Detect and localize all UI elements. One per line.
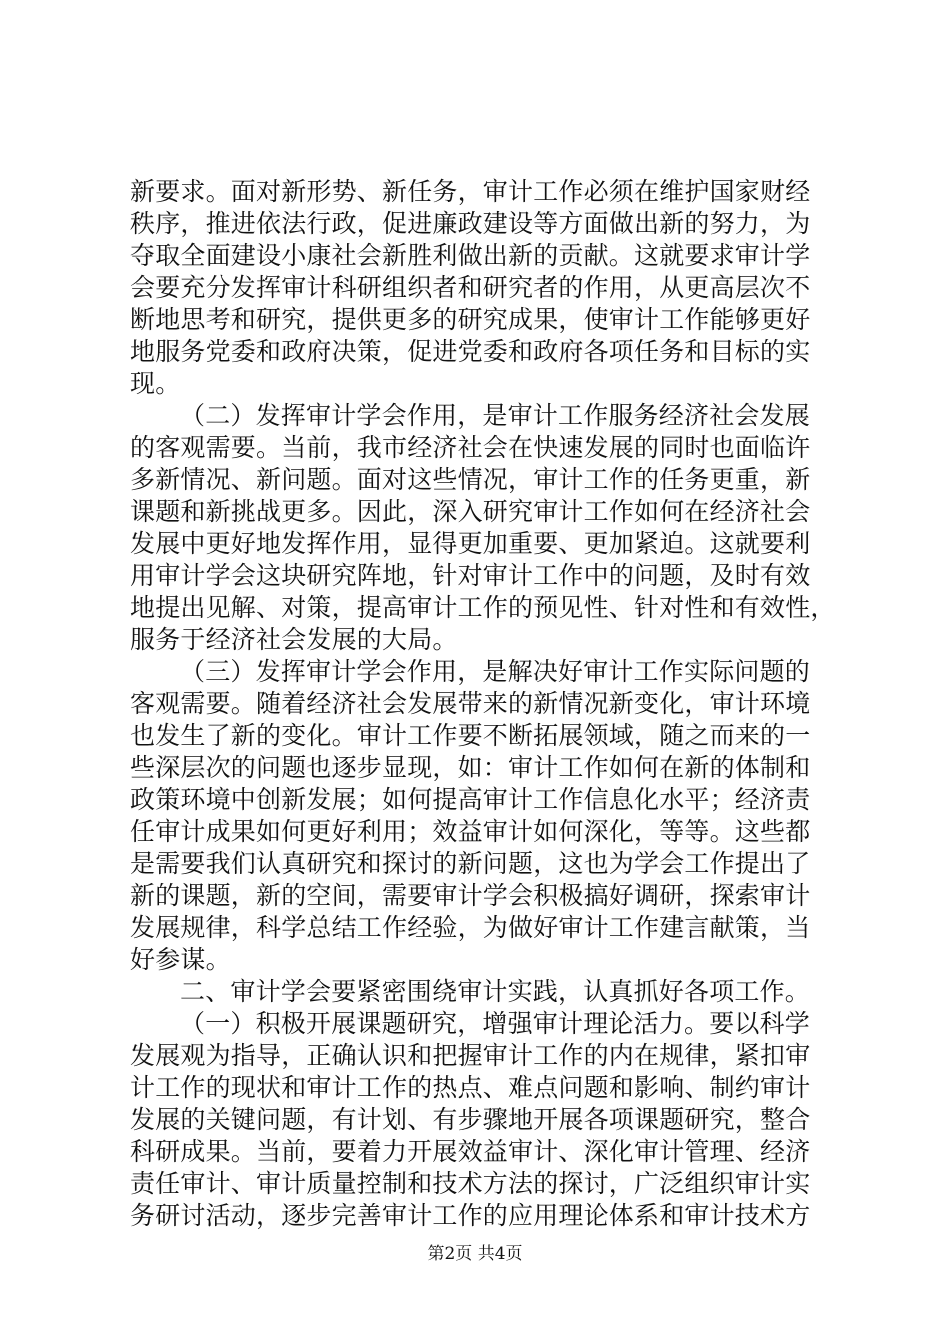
text-line: 服务于经济社会发展的大局。 bbox=[130, 625, 458, 654]
text-line: 也发生了新的变化。审计工作要不断拓展领域，随之而来的一 bbox=[130, 721, 811, 750]
text-line: 会要充分发挥审计科研组织者和研究者的作用，从更高层次不 bbox=[130, 273, 811, 302]
text-line: 现。 bbox=[130, 369, 181, 398]
text-line: 好参谋。 bbox=[130, 945, 231, 974]
text-line: 课题和新挑战更多。因此，深入研究审计工作如何在经济社会 bbox=[130, 497, 811, 526]
text-line: 任审计成果如何更好利用；效益审计如何深化，等等。这些都 bbox=[130, 817, 811, 846]
section-heading: 二、审计学会要紧密围绕审计实践，认真抓好各项工作。 bbox=[180, 977, 811, 1006]
text-line: 多新情况、新问题。面对这些情况，审计工作的任务更重，新 bbox=[130, 465, 811, 494]
text-line: 科研成果。当前，要着力开展效益审计、深化审计管理、经济 bbox=[130, 1137, 811, 1166]
text-line: 新的课题，新的空间，需要审计学会积极搞好调研，探索审计 bbox=[130, 881, 811, 910]
text-line: 夺取全面建设小康社会新胜利做出新的贡献。这就要求审计学 bbox=[130, 241, 811, 270]
paragraph-start-line: （三）发挥审计学会作用，是解决好审计工作实际问题的 bbox=[180, 657, 811, 686]
text-line: 新要求。面对新形势、新任务，审计工作必须在维护国家财经 bbox=[130, 177, 811, 206]
page-number-footer: 第2页 共4页 bbox=[427, 1244, 523, 1264]
text-line: 用审计学会这块研究阵地，针对审计工作中的问题，及时有效 bbox=[130, 561, 811, 590]
text-line: 责任审计、审计质量控制和技术方法的探讨，广泛组织审计实 bbox=[130, 1169, 811, 1198]
text-line: 的客观需要。当前，我市经济社会在快速发展的同时也面临许 bbox=[130, 433, 811, 462]
text-line: 计工作的现状和审计工作的热点、难点问题和影响、制约审计 bbox=[130, 1073, 811, 1102]
text-line: 务研讨活动，逐步完善审计工作的应用理论体系和审计技术方 bbox=[130, 1201, 811, 1230]
text-line: 些深层次的问题也逐步显现，如：审计工作如何在新的体制和 bbox=[130, 753, 811, 782]
paragraph-start-line: （一）积极开展课题研究，增强审计理论活力。要以科学 bbox=[180, 1009, 811, 1038]
paragraph-start-line: （二）发挥审计学会作用，是审计工作服务经济社会发展 bbox=[180, 401, 811, 430]
text-line: 是需要我们认真研究和探讨的新问题，这也为学会工作提出了 bbox=[130, 849, 811, 878]
text-line: 秩序，推进依法行政，促进廉政建设等方面做出新的努力，为 bbox=[130, 209, 811, 238]
text-line: 地服务党委和政府决策，促进党委和政府各项任务和目标的实 bbox=[130, 337, 811, 366]
text-line: 客观需要。随着经济社会发展带来的新情况新变化，审计环境 bbox=[130, 689, 811, 718]
text-line: 断地思考和研究，提供更多的研究成果，使审计工作能够更好 bbox=[130, 305, 811, 334]
text-line: 发展观为指导，正确认识和把握审计工作的内在规律，紧扣审 bbox=[130, 1041, 811, 1070]
text-line: 地提出见解、对策，提高审计工作的预见性、针对性和有效性， bbox=[130, 593, 836, 622]
document-body bbox=[130, 176, 834, 1232]
text-line: 发展中更好地发挥作用，显得更加重要、更加紧迫。这就要利 bbox=[130, 529, 811, 558]
text-line: 发展的关键问题，有计划、有步骤地开展各项课题研究，整合 bbox=[130, 1105, 811, 1134]
text-line: 发展规律，科学总结工作经验，为做好审计工作建言献策，当 bbox=[130, 913, 811, 942]
text-line: 政策环境中创新发展；如何提高审计工作信息化水平；经济责 bbox=[130, 785, 811, 814]
